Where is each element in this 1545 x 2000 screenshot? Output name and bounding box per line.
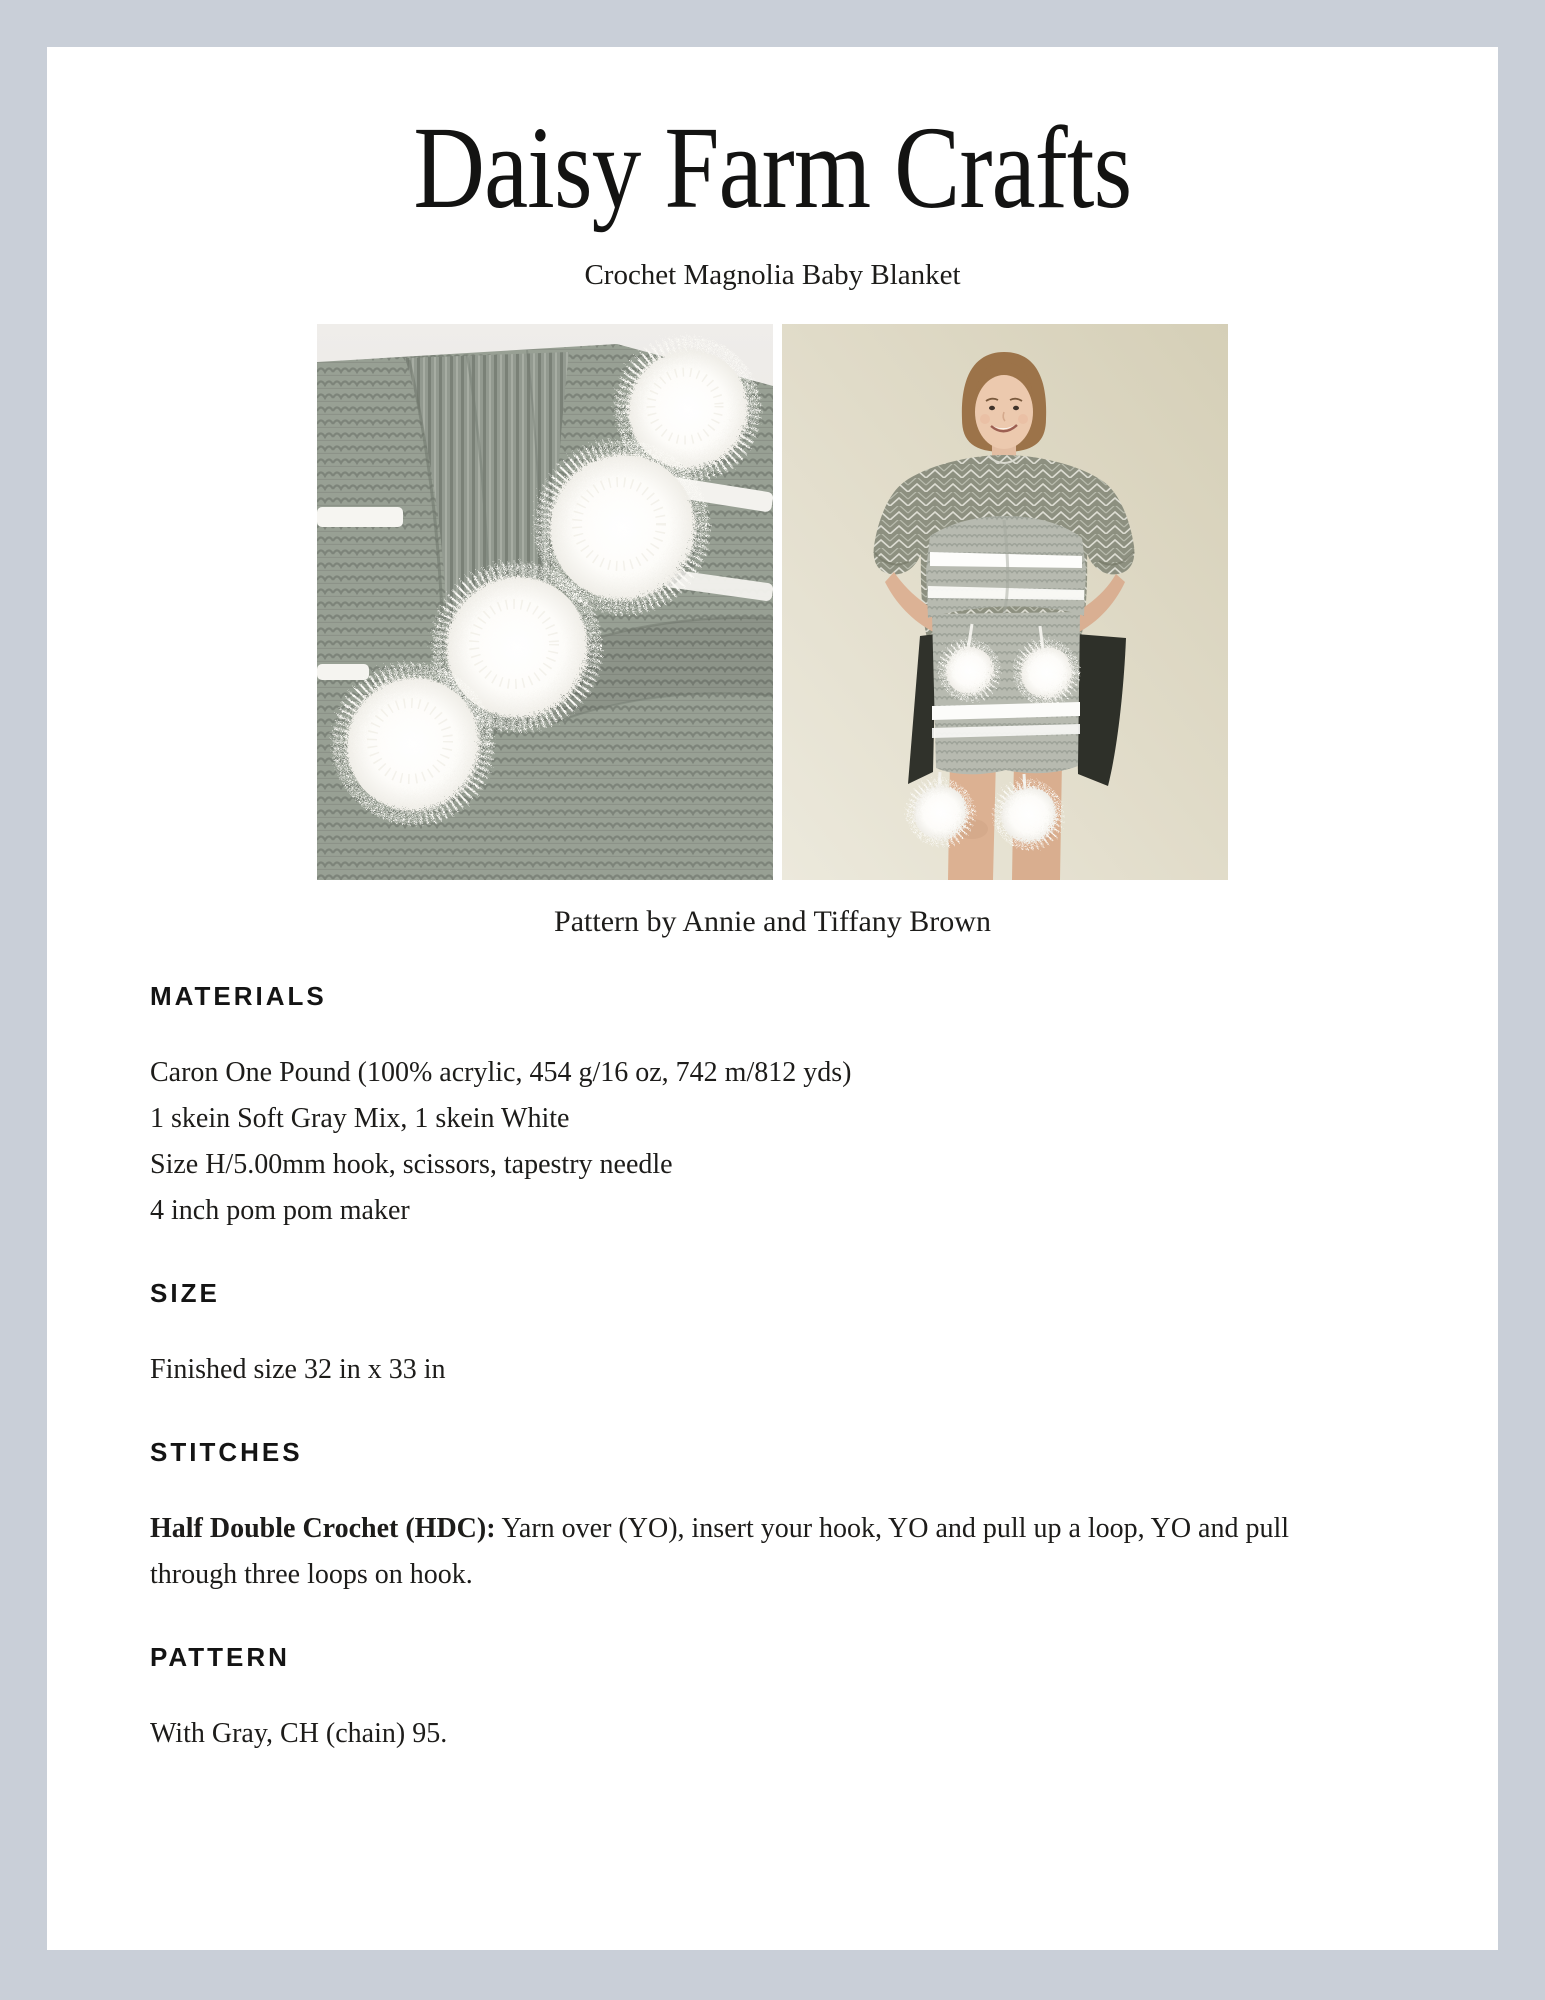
pattern-content	[47, 981, 1498, 1757]
stitch-description: Yarn over (YO), insert your hook, YO and pull up a loop, YO and pull through three loops on hook.	[150, 1513, 1290, 1591]
size-heading: SIZE	[150, 1278, 220, 1309]
stitch-name: Half Double Crochet (HDC):	[150, 1513, 496, 1545]
photo-caption: Pattern by Annie and Tiffany Brown	[554, 905, 991, 939]
pattern-heading: PATTERN	[150, 1642, 290, 1673]
model-holding-blanket-photo	[782, 324, 1228, 880]
section-size	[150, 1278, 1366, 1393]
pattern-line: With Gray, CH (chain) 95.	[150, 1718, 448, 1750]
materials-line: 1 skein Soft Gray Mix, 1 skein White	[150, 1103, 570, 1135]
title-block	[47, 103, 1498, 233]
stitches-heading: STITCHES	[150, 1437, 303, 1468]
materials-line: Caron One Pound (100% acrylic, 454 g/16 oz, 742 m/812 yds)	[150, 1057, 852, 1089]
materials-line: 4 inch pom pom maker	[150, 1195, 410, 1227]
section-pattern	[150, 1642, 1366, 1757]
blanket-flatlay-illustration	[317, 324, 773, 880]
page-subtitle: Crochet Magnolia Baby Blanket	[584, 258, 961, 291]
stitches-definition	[150, 1506, 1366, 1598]
document-page	[47, 47, 1498, 1950]
materials-heading: MATERIALS	[150, 981, 327, 1012]
size-line: Finished size 32 in x 33 in	[150, 1354, 446, 1386]
photo-grid	[47, 324, 1498, 880]
blanket-flatlay-photo	[317, 324, 773, 880]
page-title: Daisy Farm Crafts	[413, 102, 1132, 233]
model-illustration	[782, 324, 1228, 880]
section-materials	[150, 981, 1366, 1234]
materials-line: Size H/5.00mm hook, scissors, tapestry needle	[150, 1149, 673, 1181]
section-stitches	[150, 1437, 1366, 1598]
